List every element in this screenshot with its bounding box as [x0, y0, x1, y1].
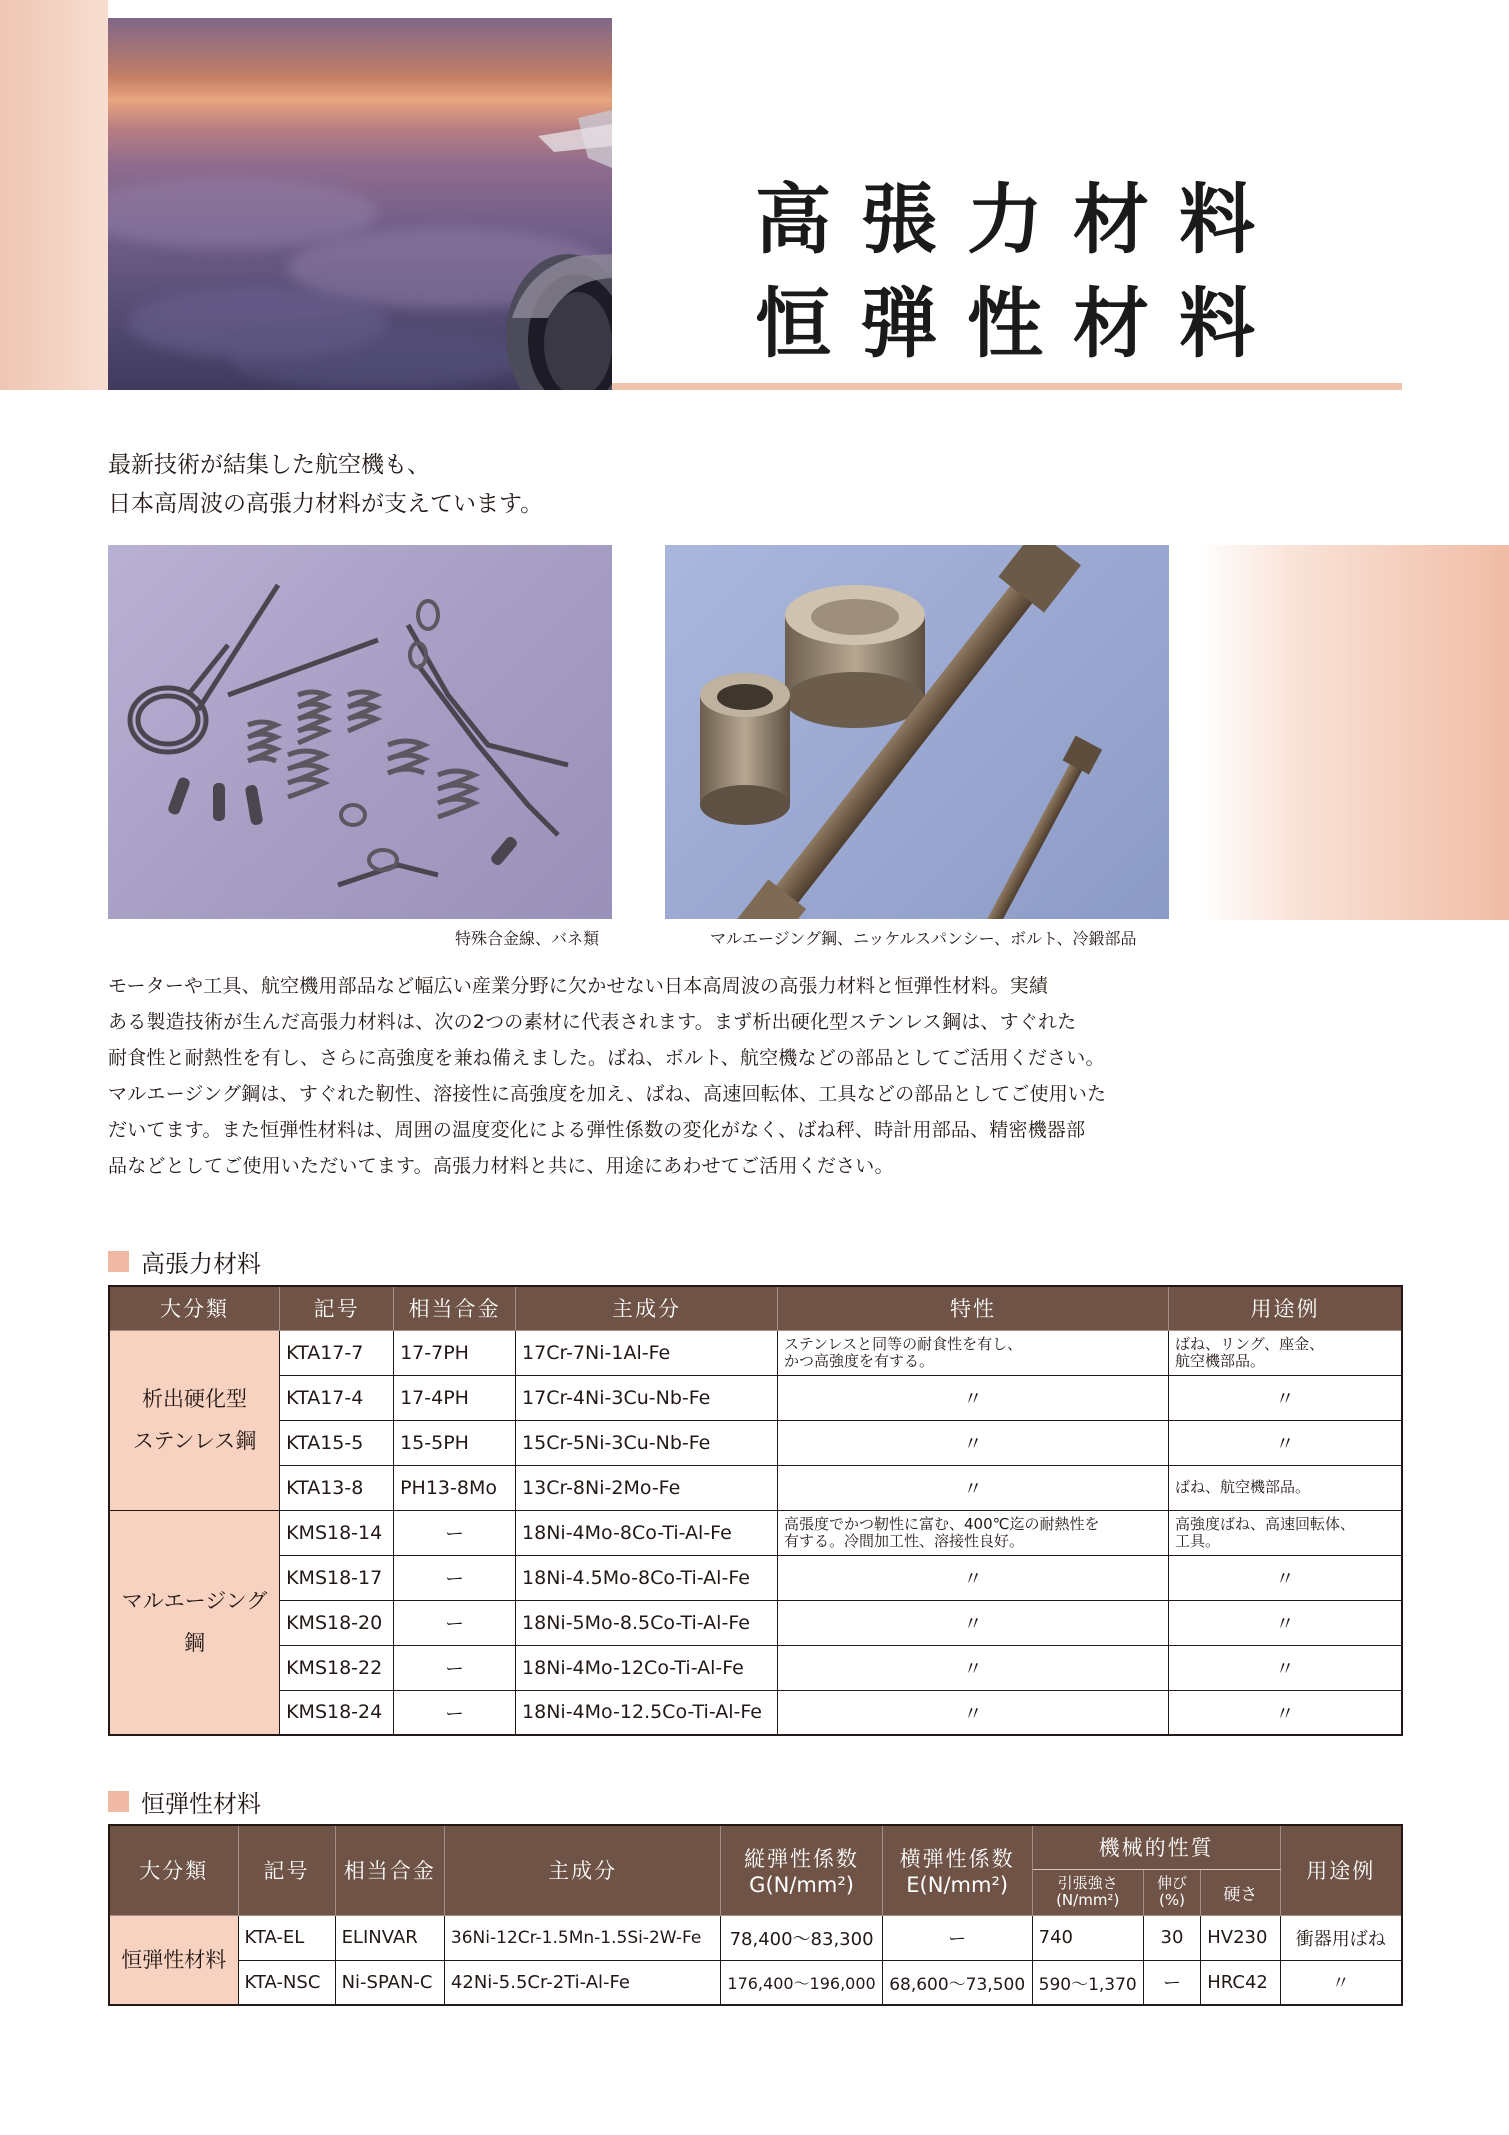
- group-maraging-steel: マルエージング鋼: [109, 1510, 280, 1735]
- cell-hardness: HV230: [1201, 1915, 1280, 1960]
- table-row: [109, 1690, 1402, 1735]
- cell-code: KTA17-4: [280, 1375, 394, 1420]
- section-marker-square: [108, 1251, 129, 1272]
- cell-property: [778, 1510, 1169, 1555]
- cell-code: KTA13-8: [280, 1465, 394, 1510]
- body-line-6: 品などとしてご使用いただいてます。高張力材料と共に、用途にあわせてご活用ください。: [108, 1155, 894, 1177]
- high-tension-table: [108, 1285, 1403, 1736]
- header-shear-line-1: 横弾性係数: [899, 1847, 1015, 1872]
- header-property: 特性: [778, 1286, 1169, 1330]
- header-shear-modulus: [882, 1825, 1032, 1915]
- header-equiv: 相当合金: [335, 1825, 444, 1915]
- page-title: [755, 168, 1315, 376]
- cell-usage: 〃: [1280, 1960, 1402, 2005]
- cell-property: 〃: [778, 1645, 1169, 1690]
- header-young-line-2: G(N/mm²): [749, 1873, 854, 1898]
- cell-equiv: ー: [394, 1510, 516, 1555]
- cell-usage: [1169, 1330, 1402, 1375]
- header-category: 大分類: [109, 1825, 238, 1915]
- header-composition: 主成分: [444, 1825, 720, 1915]
- table-row: [109, 1375, 1402, 1420]
- caption-springs: 特殊合金線、バネ類: [455, 929, 600, 948]
- header-tensile-line-2: (N/mm²): [1056, 1891, 1120, 1909]
- table-row: [109, 1960, 1402, 2005]
- cell-equiv: ELINVAR: [335, 1915, 444, 1960]
- cell-composition: 15Cr-5Ni-3Cu-Nb-Fe: [516, 1420, 778, 1465]
- cell-equiv: Ni-SPAN-C: [335, 1960, 444, 2005]
- header-usage: 用途例: [1280, 1825, 1402, 1915]
- lead-line-1: 最新技術が結集した航空機も、: [108, 452, 430, 478]
- cell-tensile: 740: [1032, 1915, 1143, 1960]
- decorative-gradient-band: [1198, 545, 1509, 920]
- section-heading-text: 恒弾性材料: [141, 1790, 261, 1818]
- cell-tensile: 590〜1,370: [1032, 1960, 1143, 2005]
- springs-illustration: [108, 545, 612, 919]
- cell-composition: 17Cr-7Ni-1Al-Fe: [516, 1330, 778, 1375]
- lead-text: [108, 446, 543, 524]
- body-line-4: マルエージング鋼は、すぐれた靭性、溶接性に高強度を加え、ばね、高速回転体、工具などの部品としてご使用いた: [108, 1083, 1107, 1105]
- cell-elongation: 30: [1143, 1915, 1200, 1960]
- cell-young-modulus: 176,400〜196,000: [721, 1960, 882, 2005]
- cell-code: KTA-EL: [238, 1915, 335, 1960]
- cell-code: KTA17-7: [280, 1330, 394, 1375]
- cell-property: 〃: [778, 1375, 1169, 1420]
- section-heading-constant-elastic: [108, 1784, 261, 1819]
- header-category: 大分類: [109, 1286, 280, 1330]
- cell-composition: 18Ni-4Mo-12.5Co-Ti-Al-Fe: [516, 1690, 778, 1735]
- cell-shear-modulus: 68,600〜73,500: [882, 1960, 1032, 2005]
- cell-composition: 18Ni-4.5Mo-8Co-Ti-Al-Fe: [516, 1555, 778, 1600]
- usage-line-1: 高強度ばね、高速回転体、: [1175, 1514, 1356, 1533]
- table-row: [109, 1465, 1402, 1510]
- constant-elastic-table: [108, 1824, 1403, 2006]
- header-young-line-1: 縦弾性係数: [744, 1847, 860, 1872]
- decorative-side-band: [0, 0, 108, 390]
- cell-equiv: ー: [394, 1600, 516, 1645]
- cell-composition: 17Cr-4Ni-3Cu-Nb-Fe: [516, 1375, 778, 1420]
- group-precipitation-hardening: [109, 1330, 280, 1510]
- cell-code: KTA15-5: [280, 1420, 394, 1465]
- table-row: [109, 1420, 1402, 1465]
- cell-equiv: PH13-8Mo: [394, 1465, 516, 1510]
- cell-code: KTA-NSC: [238, 1960, 335, 2005]
- cell-composition: 13Cr-8Ni-2Mo-Fe: [516, 1465, 778, 1510]
- cell-usage: [1169, 1510, 1402, 1555]
- header-composition: 主成分: [516, 1286, 778, 1330]
- property-line-2: かつ高強度を有する。: [784, 1351, 935, 1370]
- cell-composition: 42Ni-5.5Cr-2Ti-Al-Fe: [444, 1960, 720, 2005]
- cell-usage: 〃: [1169, 1555, 1402, 1600]
- cell-young-modulus: 78,400〜83,300: [721, 1915, 882, 1960]
- usage-line-2: 工具。: [1175, 1531, 1221, 1550]
- section-heading-text: 高張力材料: [141, 1250, 261, 1278]
- cell-equiv: 15-5PH: [394, 1420, 516, 1465]
- page-title-line-1: 高張力材料: [755, 175, 1285, 264]
- caption-parts: マルエージング鋼、ニッケルスパンシー、ボルト、冷鍛部品: [710, 929, 1137, 948]
- group-label-line-2: ステンレス鋼: [132, 1429, 257, 1453]
- parts-illustration: [665, 545, 1169, 919]
- body-paragraph: [108, 968, 1170, 1184]
- header-mechanical-properties: 機械的性質: [1032, 1825, 1280, 1869]
- cell-property: 〃: [778, 1690, 1169, 1735]
- cell-composition: 18Ni-5Mo-8.5Co-Ti-Al-Fe: [516, 1600, 778, 1645]
- body-line-1: モーターや工具、航空機用部品など幅広い産業分野に欠かせない日本高周波の高張力材料と恒弾性材料。実績: [108, 975, 1049, 997]
- table-row: [109, 1645, 1402, 1690]
- lead-line-2: 日本高周波の高張力材料が支えています。: [108, 491, 544, 517]
- body-line-5: だいてます。また恒弾性材料は、周囲の温度変化による弾性係数の変化がなく、ばね秤、時計用部品、精密機器部: [108, 1119, 1086, 1141]
- cell-code: KMS18-17: [280, 1555, 394, 1600]
- header-shear-line-2: E(N/mm²): [906, 1873, 1009, 1898]
- table-row: [109, 1600, 1402, 1645]
- cell-usage: ばね、航空機部品。: [1169, 1465, 1402, 1510]
- table-row: [109, 1915, 1402, 1960]
- cell-property: [778, 1330, 1169, 1375]
- header-hardness: 硬さ: [1201, 1869, 1280, 1915]
- table-row: [109, 1510, 1402, 1555]
- cell-equiv: ー: [394, 1555, 516, 1600]
- table-row: [109, 1555, 1402, 1600]
- header-tensile-strength: [1032, 1869, 1143, 1915]
- title-underline-rule: [612, 383, 1402, 390]
- cell-equiv: ー: [394, 1645, 516, 1690]
- header-young-modulus: [721, 1825, 882, 1915]
- cell-code: KMS18-20: [280, 1600, 394, 1645]
- section-heading-high-tension: [108, 1244, 261, 1279]
- usage-line-2: 航空機部品。: [1175, 1351, 1266, 1370]
- cell-property: 〃: [778, 1420, 1169, 1465]
- cell-property: 〃: [778, 1465, 1169, 1510]
- property-line-1: 高張度でかつ靭性に富む、400℃迄の耐熱性を: [784, 1514, 1100, 1533]
- cell-composition: 18Ni-4Mo-8Co-Ti-Al-Fe: [516, 1510, 778, 1555]
- property-line-2: 有する。冷間加工性、溶接性良好。: [784, 1531, 1025, 1550]
- cell-composition: 18Ni-4Mo-12Co-Ti-Al-Fe: [516, 1645, 778, 1690]
- cell-usage: 〃: [1169, 1375, 1402, 1420]
- header-tensile-line-1: 引張強さ: [1057, 1874, 1118, 1892]
- cell-equiv: ー: [394, 1690, 516, 1735]
- page-title-line-2: 恒弾性材料: [755, 279, 1285, 368]
- group-constant-elastic: 恒弾性材料: [109, 1915, 238, 2005]
- cell-code: KMS18-14: [280, 1510, 394, 1555]
- cell-equiv: 17-7PH: [394, 1330, 516, 1375]
- cell-equiv: 17-4PH: [394, 1375, 516, 1420]
- photo-maraging-steel-parts: [665, 545, 1169, 919]
- group-label-line-1: 析出硬化型: [142, 1387, 248, 1411]
- property-line-1: ステンレスと同等の耐食性を有し、: [784, 1334, 1023, 1353]
- cell-usage: 衝器用ばね: [1280, 1915, 1402, 1960]
- section-marker-square: [108, 1791, 129, 1812]
- cell-composition: 36Ni-12Cr-1.5Mn-1.5Si-2W-Fe: [444, 1915, 720, 1960]
- header-elong-line-1: 伸び: [1156, 1874, 1187, 1892]
- header-equiv: 相当合金: [394, 1286, 516, 1330]
- header-elong-line-2: (%): [1159, 1891, 1185, 1909]
- body-line-3: 耐食性と耐熱性を有し、さらに高強度を兼ね備えました。ばね、ボルト、航空機などの部品としてご活用ください。: [108, 1047, 1105, 1069]
- body-line-2: ある製造技術が生んだ高張力材料は、次の2つの素材に代表されます。まず析出硬化型ステンレス鋼は、すぐれた: [108, 1011, 1077, 1033]
- cell-usage: 〃: [1169, 1690, 1402, 1735]
- cell-hardness: HRC42: [1201, 1960, 1280, 2005]
- table-header-row: [109, 1286, 1402, 1330]
- hero-photo-airplane-sunset: [108, 18, 612, 390]
- table-row: [109, 1330, 1402, 1375]
- cell-code: KMS18-24: [280, 1690, 394, 1735]
- cell-usage: 〃: [1169, 1420, 1402, 1465]
- photo-special-alloy-springs: [108, 545, 612, 919]
- cell-shear-modulus: ー: [882, 1915, 1032, 1960]
- cell-property: 〃: [778, 1600, 1169, 1645]
- header-usage: 用途例: [1169, 1286, 1402, 1330]
- airplane-wing-engine-illustration: [108, 18, 612, 390]
- header-code: 記号: [280, 1286, 394, 1330]
- cell-elongation: ー: [1143, 1960, 1200, 2005]
- cell-property: 〃: [778, 1555, 1169, 1600]
- table-header-row: [109, 1825, 1402, 1869]
- header-elongation: [1143, 1869, 1200, 1915]
- cell-usage: 〃: [1169, 1600, 1402, 1645]
- cell-code: KMS18-22: [280, 1645, 394, 1690]
- usage-line-1: ばね、リング、座金、: [1175, 1334, 1325, 1353]
- header-code: 記号: [238, 1825, 335, 1915]
- cell-usage: 〃: [1169, 1645, 1402, 1690]
